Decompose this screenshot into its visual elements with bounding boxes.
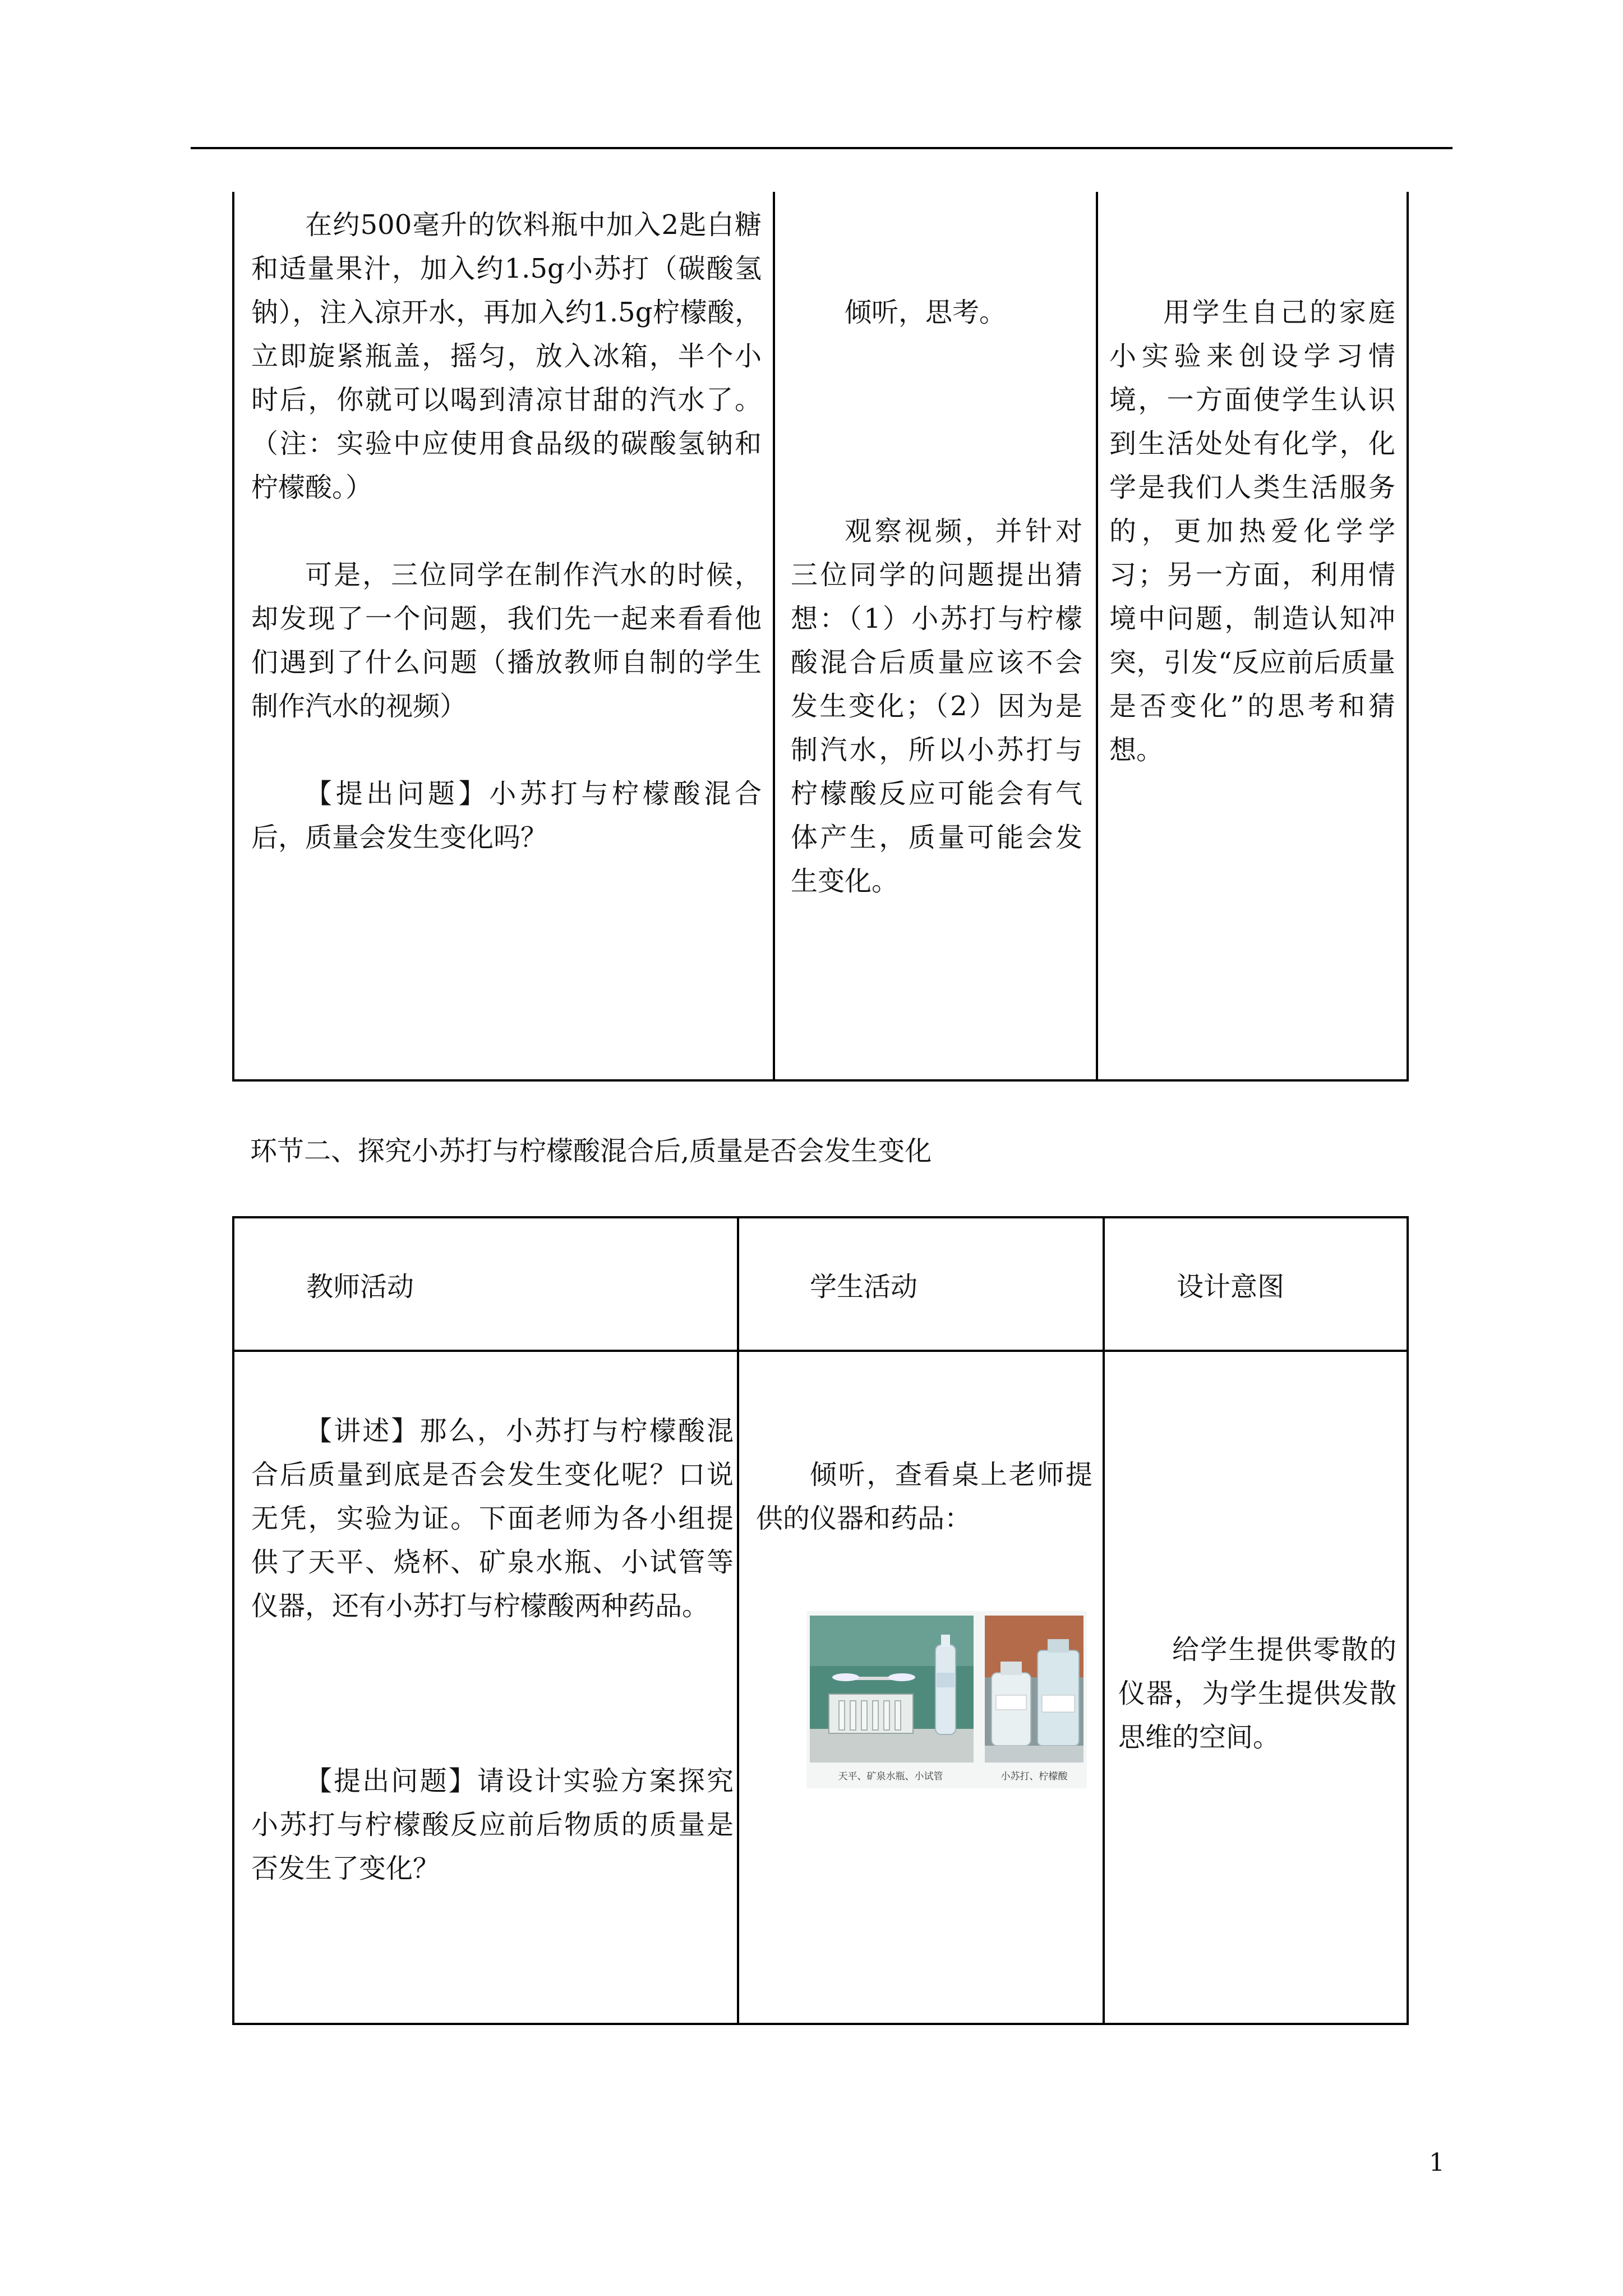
teacher-paragraph-video: 可是，三位同学在制作汽水的时候，却发现了一个问题，我们先一起来看看他们遇到了什么问题（播放教师自制的学生制作汽水的视频）	[251, 559, 762, 722]
design-paragraph-2: 给学生提供零散的仪器，为学生提供发散思维的空间。	[1118, 1634, 1396, 1753]
page-number: 1	[1429, 2148, 1445, 2177]
table1-student-cell	[791, 203, 1082, 903]
teacher-paragraph-narration: 【讲述】那么，小苏打与柠檬酸混合后质量到底是否会发生变化呢？口说无凭，实验为证。下面老师为各小组提供了天平、烧杯、矿泉水瓶、小试管等仪器，还有小苏打与柠檬酸两种药品。	[251, 1415, 734, 1622]
table1-divider-2	[1096, 192, 1098, 1079]
table2-student-cell	[756, 1387, 1092, 1540]
header-student-activity: 学生活动	[810, 1271, 918, 1303]
table1-teacher-cell	[251, 203, 762, 859]
table1-design-cell	[1109, 203, 1395, 772]
table2-divider-2	[1103, 1218, 1105, 2023]
teacher-paragraph-design-question: 【提出问题】请设计实验方案探究小苏打与柠檬酸反应前后物质的质量是否发生了变化？	[251, 1765, 734, 1884]
photo-caption-left: 天平、矿泉水瓶、小试管	[838, 1771, 943, 1782]
table2-design-cell	[1118, 1387, 1396, 1759]
teacher-paragraph-recipe: 在约500毫升的饮料瓶中加入2匙白糖和适量果汁，加入约1.5g小苏打（碳酸氢钠），注入凉开水，再加入约1.5g柠檬酸，立即旋紧瓶盖，摇匀，放入冰箱，半个小时后，你就可以喝到清凉甘甜的汽水了。（注：实验中应使用食品级的碳酸氢钠和柠檬酸。）	[251, 209, 762, 503]
table2-header-rule	[234, 1350, 1407, 1352]
reagent-photo-panel	[985, 1616, 1083, 1763]
photo-caption-right: 小苏打、柠檬酸	[1000, 1771, 1068, 1782]
balance-photo-panel	[810, 1616, 974, 1763]
student-paragraph-hypothesis: 观察视频，并针对三位同学的问题提出猜想：（1）小苏打与柠檬酸混合后质量应该不会发生变化；（2）因为是制汽水，所以小苏打与柠檬酸反应可能会有气体产生，质量可能会发生变化。	[791, 516, 1082, 897]
table1-divider-1	[773, 192, 775, 1079]
table2-teacher-cell	[251, 1387, 734, 1890]
student-paragraph-check-equipment: 倾听，查看桌上老师提供的仪器和药品：	[756, 1459, 1092, 1534]
lesson-table-2	[232, 1216, 1409, 2025]
table2-divider-1	[737, 1218, 739, 2023]
lesson-table-1	[232, 192, 1409, 1082]
equipment-photo	[806, 1611, 1087, 1788]
design-paragraph-1: 用学生自己的家庭小实验来创设学习情境，一方面使学生认识到生活处处有化学，化学是我们人类生活服务的，更加热爱化学学习；另一方面，利用情境中问题，制造认知冲突，引发“反应前后质量是否变化”的思考和猜想。	[1109, 297, 1395, 766]
section-title: 环节二、探究小苏打与柠檬酸混合后,质量是否会发生变化	[250, 1135, 932, 1167]
header-design-intent: 设计意图	[1177, 1271, 1285, 1303]
header-teacher-activity: 教师活动	[306, 1271, 414, 1303]
student-paragraph-listen: 倾听，思考。	[845, 297, 1007, 328]
teacher-paragraph-question: 【提出问题】小苏打与柠檬酸混合后，质量会发生变化吗？	[251, 778, 762, 853]
header-rule	[191, 147, 1453, 149]
